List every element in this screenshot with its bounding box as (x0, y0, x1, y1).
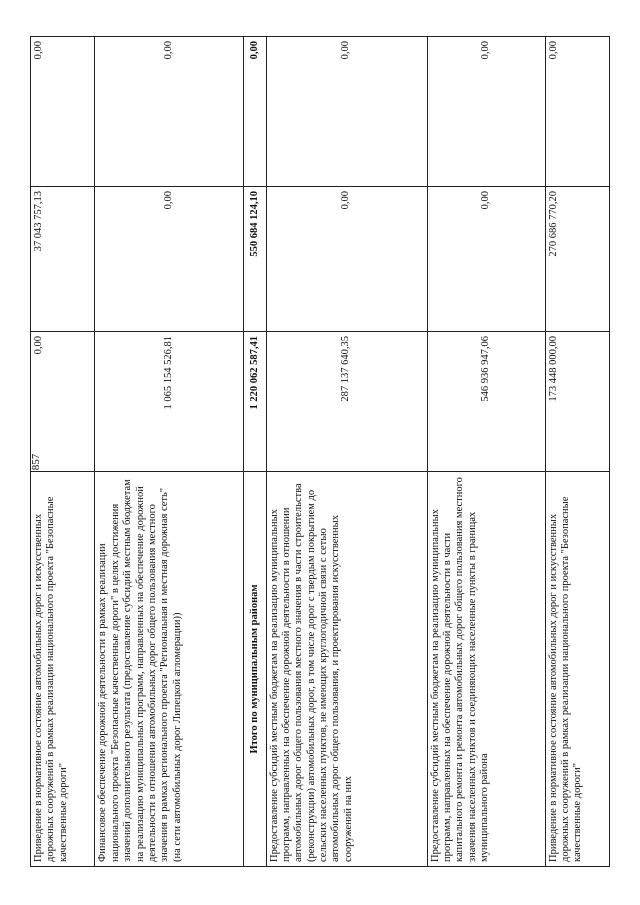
subsidy-table (30, 36, 610, 867)
value-cell: 287 137 640,35 (266, 332, 427, 472)
total-value: 0,00 (244, 37, 266, 187)
value-cell: 270 686 770,20 (545, 187, 610, 332)
table-row (95, 37, 244, 867)
total-value: 550 684 124,10 (244, 187, 266, 332)
total-label: Итого по муниципальным районам (244, 472, 266, 867)
value-cell: 0,00 (545, 37, 610, 187)
table-row (31, 37, 95, 867)
value-cell: 0,00 (95, 37, 244, 187)
page-number: 857 (30, 453, 42, 471)
value-cell: 0,00 (31, 332, 95, 472)
table-row (545, 37, 610, 867)
value-cell: 0,00 (31, 37, 95, 187)
table-row (427, 37, 545, 867)
row-description: Финансовое обеспечение дорожной деятельности в рамках реализации национального проекта "Безопасные качественные дороги" в целях достижения значений дополнительного результата (предоставление субсидий местным бюджетам на реализацию муниципальных программ, направленных на обеспечение дорожной деятельности в отношении автомобильных дорог общего пользования местного значения в рамках регионального проекта "Региональная и местная дорожная сеть" (на сети автомобильных дорог Липецкой агломерации)) (95, 472, 244, 867)
total-value: 1 220 062 587,41 (244, 332, 266, 472)
value-cell: 1 065 154 526,81 (95, 332, 244, 472)
value-cell: 37 043 757,13 (31, 187, 95, 332)
row-description: Предоставление субсидий местным бюджетам на реализацию муниципальных программ, направленных на обеспечение дорожной деятельности в отношении автомобильных дорог общего пользования местного значения в части строительства (реконструкции) автомобильных дорог, в том числе дорог с твердым покрытием до сельских населенных пунктов, не имеющих круглогодичной связи с сетью автомобильных дорог общего пользования, и проектирования искусственных сооружений на них (266, 472, 427, 867)
value-cell: 0,00 (266, 187, 427, 332)
value-cell: 546 936 947,06 (427, 332, 545, 472)
rotated-table-container (30, 37, 610, 867)
table-row (266, 37, 427, 867)
row-description: Приведение в нормативное состояние автомобильных дорог и искусственных дорожных сооружений в рамках реализации национального проекта "Безопасные качественные дороги" (545, 472, 610, 867)
row-description: Предоставление субсидий местным бюджетам на реализацию муниципальных программ, направленных на обеспечение дорожной деятельности в части капитального ремонта и ремонта автомобильных дорог общего пользования местного значения населенных пунктов и соединяющих населенные пункты в границах муниципального района (427, 472, 545, 867)
value-cell: 173 448 000,00 (545, 332, 610, 472)
value-cell: 0,00 (427, 37, 545, 187)
row-description: Приведение в нормативное состояние автомобильных дорог и искусственных дорожных сооружений в рамках реализации национального проекта "Безопасные качественные дороги" (31, 472, 95, 867)
total-row (244, 37, 266, 867)
value-cell: 0,00 (427, 187, 545, 332)
value-cell: 0,00 (266, 37, 427, 187)
value-cell: 0,00 (95, 187, 244, 332)
